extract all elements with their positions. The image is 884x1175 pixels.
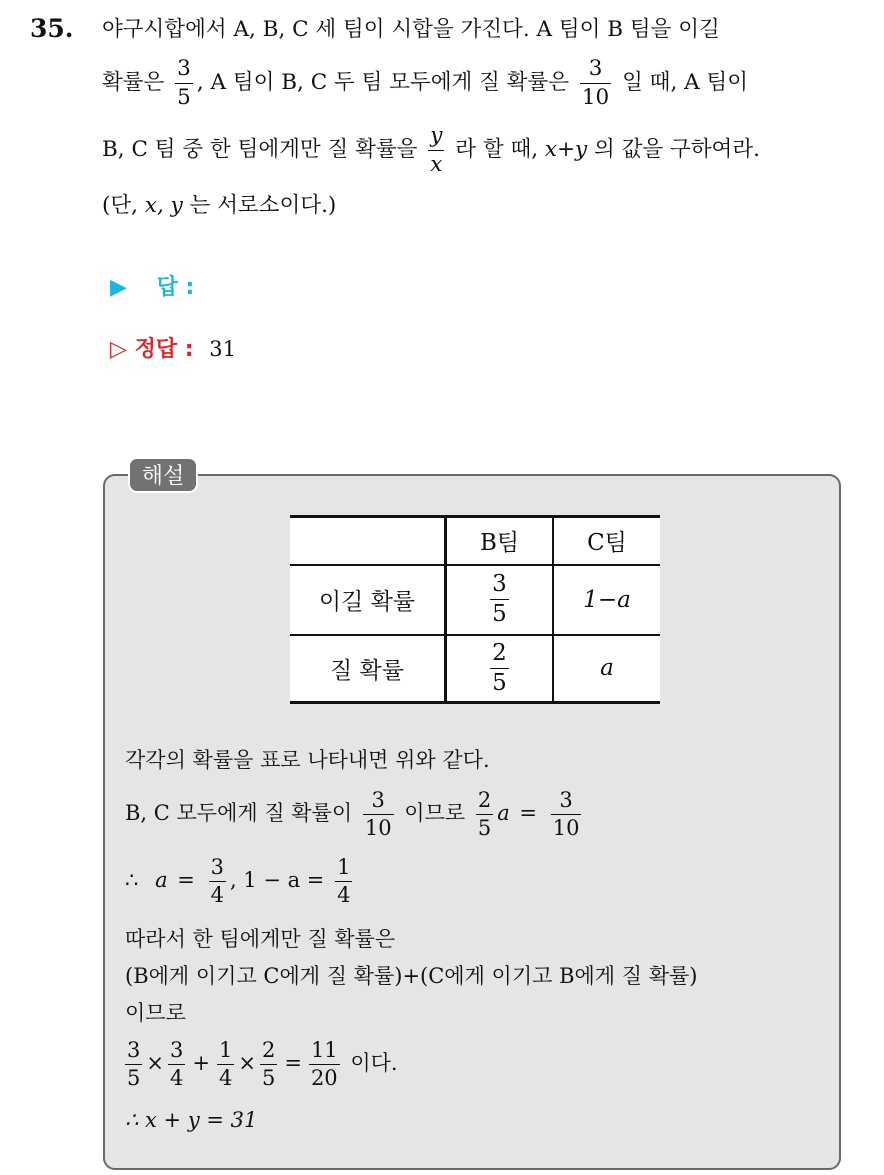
- fraction-numerator: 3: [209, 857, 226, 882]
- math-expression: x+y: [544, 137, 588, 162]
- fraction-11-20: [309, 1040, 340, 1089]
- fraction-3-5: [490, 573, 509, 626]
- table-header-empty: [290, 517, 446, 565]
- fraction-denominator: 4: [210, 883, 224, 907]
- fraction-3-5: [125, 1040, 142, 1089]
- question-text: , A 팀이 B, C 두 팀 모두에게 질 확률은: [196, 70, 570, 95]
- fraction-numerator: 3: [125, 1040, 142, 1065]
- solution-line-5: (B에게 이기고 C에게 질 확률)+(C에게 이기고 B에게 질 확률): [125, 964, 698, 988]
- fraction-numerator: 2: [476, 790, 493, 815]
- fraction-denominator: 5: [492, 601, 507, 627]
- fraction-3-10: [580, 58, 611, 108]
- fraction-numerator: 3: [168, 1040, 185, 1065]
- fraction-denominator: 5: [127, 1066, 141, 1090]
- fraction-numerator: y: [428, 125, 444, 151]
- question-line-3: [102, 125, 760, 175]
- fraction-2-5: [490, 639, 509, 696]
- plus-sign: +: [192, 1051, 210, 1075]
- times-sign: ×: [238, 1051, 256, 1075]
- question-text: 라 할 때,: [455, 137, 539, 162]
- question-text: (단,: [102, 193, 138, 218]
- solution-line-2: [125, 790, 585, 839]
- table-cell-b-win: [446, 565, 554, 635]
- fraction-numerator: 2: [260, 1040, 277, 1065]
- table-row-lose-label: 질 확률: [290, 635, 446, 703]
- fraction-denominator: 10: [581, 84, 610, 110]
- question-line-1: 야구시합에서 A, B, C 세 팀이 시합을 가진다. A 팀이 B 팀을 이길: [102, 17, 720, 42]
- fraction-denominator: 4: [218, 1066, 233, 1090]
- correct-answer-row: [110, 332, 236, 363]
- solution-line-1: 각각의 확률을 표로 나타내면 위와 같다.: [125, 748, 490, 772]
- equals-sign: =: [519, 801, 538, 825]
- fraction-1-4: [217, 1040, 234, 1089]
- solution-line-7: [125, 1040, 398, 1089]
- fraction-numerator: 1: [335, 857, 352, 882]
- fraction-denominator: 10: [364, 816, 392, 840]
- fraction-numerator: 3: [490, 573, 509, 600]
- solution-text: , 1 − a =: [229, 868, 325, 892]
- fraction-numerator: 3: [551, 790, 582, 815]
- table-row-win-label: 이길 확률: [290, 565, 446, 635]
- fraction-denominator: 5: [261, 1066, 276, 1090]
- table-header-b: B팀: [446, 517, 554, 565]
- math-expression: x, y: [144, 193, 183, 218]
- question-line-2: [102, 58, 748, 108]
- probability-table: [290, 515, 660, 704]
- question-number: 35.: [30, 14, 74, 43]
- therefore-symbol: ∴: [125, 868, 139, 892]
- fraction-denominator: 5: [177, 84, 191, 110]
- answer-input-row[interactable]: [110, 270, 194, 301]
- fraction-2-5: [476, 790, 493, 839]
- question-text: 의 값을 구하여라.: [594, 137, 760, 162]
- fraction-numerator: 2: [490, 642, 509, 669]
- solution-line-6: 이므로: [125, 1001, 186, 1025]
- table-cell-c-win: 1−a: [553, 565, 660, 635]
- question-text: 일 때, A 팀이: [622, 70, 749, 95]
- fraction-3-4: [168, 1040, 185, 1089]
- fraction-numerator: 11: [309, 1040, 340, 1065]
- correct-answer-value: 31: [209, 337, 236, 361]
- times-sign: ×: [146, 1051, 164, 1075]
- solution-tag: 해설: [128, 457, 198, 493]
- fraction-3-4: [209, 857, 226, 906]
- fraction-denominator: x: [430, 151, 443, 177]
- outline-arrow-icon: ▷: [110, 337, 127, 362]
- solution-text: B, C 모두에게 질 확률이: [125, 801, 353, 825]
- play-arrow-icon: ▶: [110, 275, 127, 300]
- fraction-3-10: [551, 790, 582, 839]
- correct-answer-label: 정답: [134, 337, 178, 362]
- fraction-denominator: 20: [310, 1066, 338, 1090]
- fraction-denominator: 10: [552, 816, 580, 840]
- solution-line-8: ∴ x + y = 31: [125, 1108, 258, 1132]
- math-variable: a: [155, 868, 168, 892]
- fraction-y-x: [428, 125, 444, 175]
- math-variable: a: [497, 801, 510, 825]
- fraction-numerator: 3: [580, 58, 611, 84]
- fraction-numerator: 1: [217, 1040, 234, 1065]
- solution-line-3: [125, 857, 356, 906]
- fraction-denominator: 5: [477, 816, 492, 840]
- question-text: B, C 팀 중 한 팀에게만 질 확률을: [102, 137, 418, 162]
- fraction-denominator: 4: [337, 883, 351, 907]
- fraction-3-5: [175, 58, 193, 108]
- answer-label: 답: [156, 275, 178, 300]
- table-cell-b-lose: [446, 635, 554, 703]
- question-line-4: [102, 195, 336, 217]
- question-text: 는 서로소이다.): [189, 193, 337, 218]
- solution-line-4: 따라서 한 팀에게만 질 확률은: [125, 927, 396, 951]
- question-text: 확률은: [102, 70, 165, 95]
- fraction-numerator: 3: [175, 58, 193, 84]
- correct-answer-colon: :: [184, 337, 194, 362]
- table-header-c: C팀: [553, 517, 660, 565]
- equals-sign: =: [177, 868, 195, 892]
- solution-text: 이다.: [350, 1051, 398, 1075]
- equals-sign: =: [284, 1051, 302, 1075]
- fraction-denominator: 4: [169, 1066, 184, 1090]
- fraction-3-10: [363, 790, 394, 839]
- table-cell-c-lose: a: [553, 635, 660, 703]
- answer-colon: :: [185, 275, 195, 300]
- fraction-denominator: 5: [492, 669, 507, 696]
- fraction-1-4: [335, 857, 352, 906]
- fraction-numerator: 3: [363, 790, 394, 815]
- solution-text: 이므로: [404, 801, 466, 825]
- fraction-2-5: [260, 1040, 277, 1089]
